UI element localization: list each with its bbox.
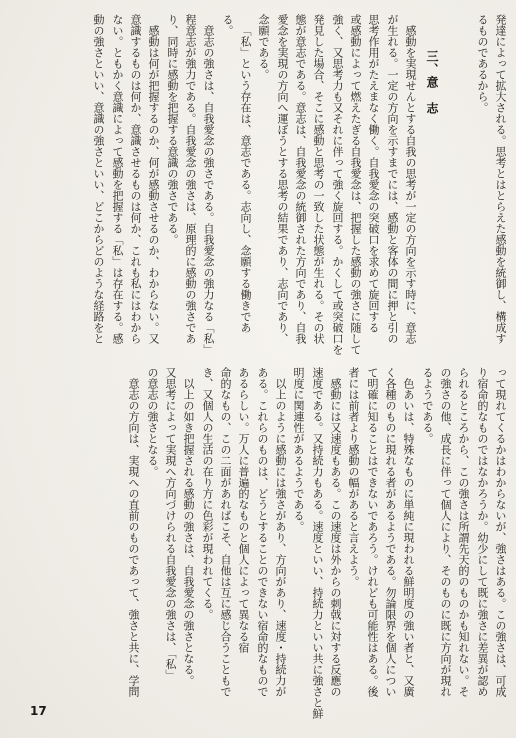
page-number: 17	[30, 704, 47, 718]
text-column: り宿命的なものではなかろうか。幼少にして既に強さに差異が認め	[476, 367, 489, 697]
text-column: き、又個人の生活の在り方に色彩が現われてくる。	[201, 367, 214, 620]
text-column: られるところから、この強さは所謂先天的のものかも知れない。そ	[457, 367, 470, 697]
text-column: ない。ともかく意識によって感動を把握する「私」は存在する。感	[111, 14, 124, 344]
text-column: 意志の方向は、実現への直前のものであって、強さと共に、学問	[127, 378, 140, 697]
text-column: 念願である。	[257, 14, 270, 80]
text-column: るようである。	[421, 367, 434, 444]
text-column: く各種のものに現れる者があるようである。勿論限界を個人につい	[384, 367, 397, 697]
text-column: 明度に関連性があるようである。	[292, 367, 305, 532]
text-column: あるらしい。万人に普遍的なものと個人によって異なる宿	[237, 367, 250, 653]
text-column: 「私」という存在は、意志である。志向し、念願する働きであ	[239, 25, 252, 333]
text-column: 強く、又思考力も又それに伴って強く旋回する。かくして或突破口を	[331, 14, 344, 355]
text-column: 意識するものは何か、意識させるものは何か、これも私にはわから	[129, 14, 142, 344]
text-column: が生れる。一定の方向を示すまでには、感動と客体の間に押と引の	[386, 14, 399, 344]
text-column: って現れてくるかはわからないが、強さはある。この強さは、可成	[494, 367, 507, 697]
text-column: の意志の強さとなる。	[146, 367, 159, 477]
text-column: り、同時に感動を把握する意識の強さである。	[166, 14, 179, 245]
text-column: 思考作用がたえまなく働く。自我愛念の突破口を求めて旋回する	[367, 14, 380, 333]
section-heading: 三、意 志	[425, 50, 439, 115]
text-column: 或感動によって燃えたぎる自我愛念は、把握した感動の強さに随して	[349, 14, 362, 355]
text-column: て明確に知ることはできないであろう。けれども可能性はある。後	[366, 367, 379, 697]
text-column: の強さの他、成長に伴って個人により、そのものに既に方向が現れ	[439, 367, 452, 697]
text-column: 感動には又速度もある。この速度は外からの刺戟に対する反應の	[329, 378, 342, 697]
text-column: 命的なもの、この二面があればこそ、自他は互に感じ合うこともで	[219, 367, 232, 697]
text-column: 愛念を実現の方向へ運ぼうとする思考の結果であり、志向であり、	[276, 14, 289, 344]
text-column: 程意志が強力である。自我愛念の強さは、原理的に感動の強さであ	[184, 14, 197, 344]
text-column: 感動は何が把握するのか、何が感動させるのか、わからない。又	[147, 25, 160, 344]
text-column: 色あいは、特殊なものに単純に現われる鮮明度の強い者と、又廣	[402, 378, 415, 697]
text-column: 動の強さといい、意識の強さといい、どこからどのような経路をと	[92, 14, 105, 344]
text-column: 以上のように感動には強さがあり、方向があり、速度・持続力が	[274, 378, 287, 697]
text-column: 感動を実現せんとする自我の思考が一定の方向を示す時に、意志	[404, 25, 417, 344]
text-column: 発見した場合、そこに感動と思考の一致した状態が生れる。その状	[312, 14, 325, 344]
text-column: る。	[221, 14, 234, 36]
text-column: 以上の如き把握される感動の強さは、自我愛念の強さとなる。	[182, 378, 195, 686]
text-column: 者には前者より感動の幅があると言えよう。	[347, 367, 360, 587]
text-column: 態が意志である。意志は、自我愛念の統御された方向であり、自我	[294, 14, 307, 344]
text-column: 発達によって拡大される。思考とはとらえた感動を統御し、構成す	[494, 14, 507, 344]
text-column: 速度である。又持続力もある。速度といい、持続力といい共に強さと鮮	[311, 367, 324, 719]
text-column: 又思考によって実現へ方向づけられる自我愛念の強さは、「私」	[164, 367, 177, 681]
text-column: 意志の強さは、自我愛念の強さである。自我愛念の強力なる「私」	[202, 25, 215, 355]
text-column: ある。これらのものは、どうとすることのできない宿命的なもので	[256, 367, 269, 697]
text-column: るものであるから。	[476, 14, 489, 113]
